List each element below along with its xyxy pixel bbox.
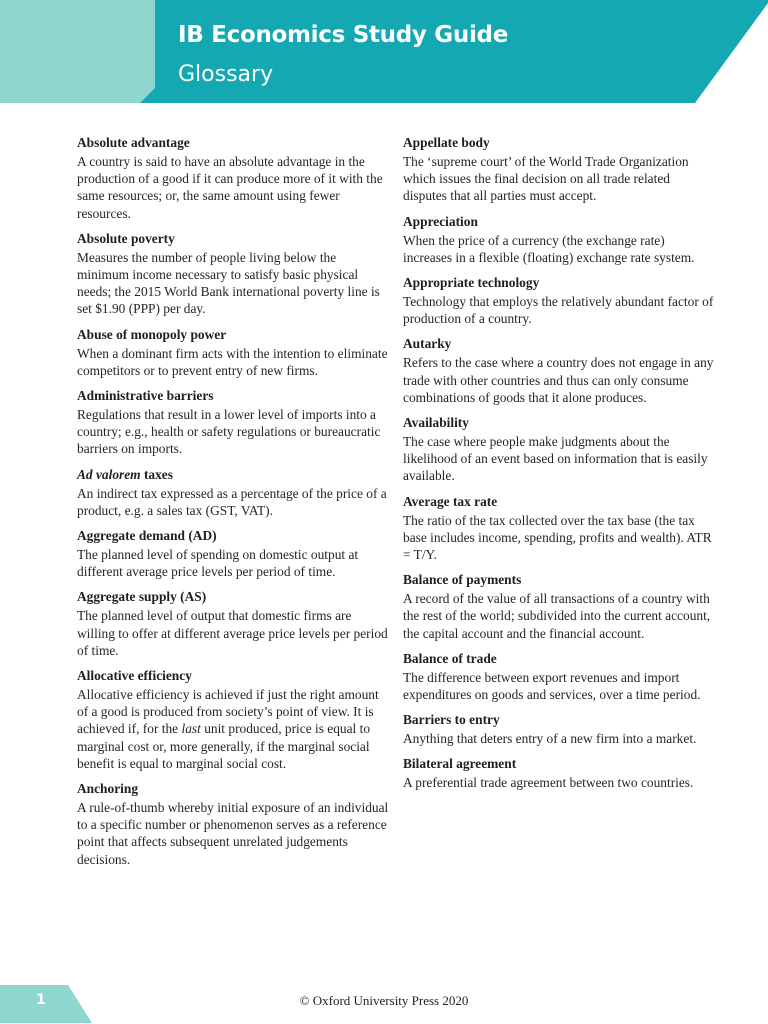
glossary-term: Appropriate technology	[403, 275, 540, 291]
glossary-entry	[403, 571, 715, 642]
glossary-term: Availability	[403, 415, 469, 431]
glossary-term-rest: taxes	[140, 466, 173, 482]
glossary-definition: When a dominant firm acts with the intention to eliminate competitors or to prevent entry of new firms.	[77, 345, 388, 378]
glossary-definition: Measures the number of people living below the minimum income necessary to satisfy basic physical needs; the 2015 World Bank international poverty line is set $1.90 (PPP) per day.	[77, 249, 380, 317]
glossary-entry	[403, 213, 715, 266]
page-title: IB Economics Study Guide	[178, 22, 508, 48]
definition-italic: last	[181, 721, 201, 737]
glossary-definition	[77, 686, 389, 772]
glossary-definition: The difference between export revenues and import expenditures on goods and services, over a time period.	[403, 669, 701, 703]
glossary-definition: The ratio of the tax collected over the tax base (the tax base includes income, spending, profits and wealth). ATR = T/Y.	[403, 512, 712, 563]
definition-part: Allocative efficiency is achieved if just the right amount of a good is produced from society’s point of view. It is achieved if, for the	[77, 687, 379, 737]
glossary-term: Aggregate demand (AD)	[77, 528, 217, 544]
glossary-entry	[403, 650, 715, 703]
glossary-entry	[403, 134, 715, 205]
glossary-definition: Refers to the case where a country does not engage in any trade with other countries and thus can only consume combinations of goods that it alone produces.	[403, 355, 714, 405]
glossary-term: Balance of trade	[403, 650, 497, 666]
glossary-definition: Regulations that result in a lower level of imports into a country; e.g., health or safety regulations or bureaucratic barriers on imports.	[77, 407, 381, 457]
definition-part: unit produced, price is equal to marginal cost or, more generally, if the marginal social benefit is equal to marginal social cost.	[77, 721, 371, 771]
copyright-notice: © Oxford University Press 2020	[299, 993, 469, 1008]
glossary-definition: A rule-of-thumb whereby initial exposure of an individual to a specific number or phenomenon serves as a reference point that affects subsequent unrelated judgements decisions.	[77, 800, 389, 867]
glossary-entry	[77, 466, 389, 519]
glossary-definition: Technology that employs the relatively abundant factor of production of a country.	[403, 294, 714, 327]
glossary-right-column	[403, 134, 715, 800]
glossary-entry	[403, 335, 715, 406]
glossary-entry	[77, 588, 389, 659]
glossary-term: Average tax rate	[403, 493, 498, 509]
glossary-term: Barriers to entry	[403, 712, 500, 728]
glossary-entry	[403, 274, 715, 327]
glossary-definition: The ‘supreme court’ of the World Trade Organization which issues the final decision on all trade related disputes that all parties must accept.	[403, 154, 689, 204]
glossary-definition: A country is said to have an absolute advantage in the production of a good if it can produce more of it with the same resources; or, the same amount using fewer resources.	[77, 154, 383, 221]
glossary-term: Administrative barriers	[77, 388, 214, 404]
glossary-term: Allocative efficiency	[77, 668, 192, 684]
glossary-entry	[403, 414, 715, 485]
glossary-term: Absolute poverty	[77, 230, 175, 246]
glossary-term: Autarky	[403, 336, 452, 352]
glossary-definition: The case where people make judgments about the likelihood of an event based on information that is easily available.	[403, 434, 708, 484]
glossary-term-italic: Ad valorem	[77, 466, 141, 482]
glossary-entry	[403, 711, 715, 747]
header-accent-light	[0, 0, 175, 103]
glossary-term	[77, 466, 389, 483]
glossary-term: Appreciation	[403, 213, 478, 229]
glossary-definition: The planned level of output that domestic firms are willing to offer at different average price levels per period of time.	[77, 608, 388, 658]
glossary-entry	[77, 326, 389, 379]
glossary-definition: A preferential trade agreement between two countries.	[403, 775, 694, 791]
glossary-entry	[77, 527, 389, 580]
glossary-definition: The planned level of spending on domestic output at different average price levels per period of time.	[77, 547, 359, 580]
glossary-definition: Anything that deters entry of a new firm into a market.	[403, 731, 697, 747]
glossary-term: Bilateral agreement	[403, 756, 517, 772]
glossary-term: Absolute advantage	[77, 135, 190, 150]
glossary-definition: A record of the value of all transactions of a country with the rest of the world; subdivided into the current account, the capital account and the financial account.	[403, 591, 711, 641]
glossary-definition: An indirect tax expressed as a percentage of the price of a product, e.g. a sales tax (GST, VAT).	[77, 485, 387, 518]
glossary-entry	[77, 134, 389, 222]
glossary-term: Abuse of monopoly power	[77, 326, 227, 342]
glossary-entry	[77, 780, 389, 868]
glossary-entry	[77, 387, 389, 458]
page-subtitle: Glossary	[178, 62, 274, 87]
glossary-term: Anchoring	[77, 781, 139, 797]
glossary-left-column	[77, 134, 389, 876]
glossary-entry	[77, 230, 389, 318]
glossary-term: Appellate body	[403, 135, 490, 150]
glossary-term: Balance of payments	[403, 572, 522, 588]
page-number: 1	[36, 992, 46, 1008]
glossary-entry	[77, 667, 389, 772]
glossary-entry	[403, 493, 715, 564]
glossary-term: Aggregate supply (AS)	[77, 589, 207, 605]
glossary-entry	[403, 755, 715, 791]
glossary-definition: When the price of a currency (the exchange rate) increases in a flexible (floating) exchange rate system.	[403, 232, 695, 265]
